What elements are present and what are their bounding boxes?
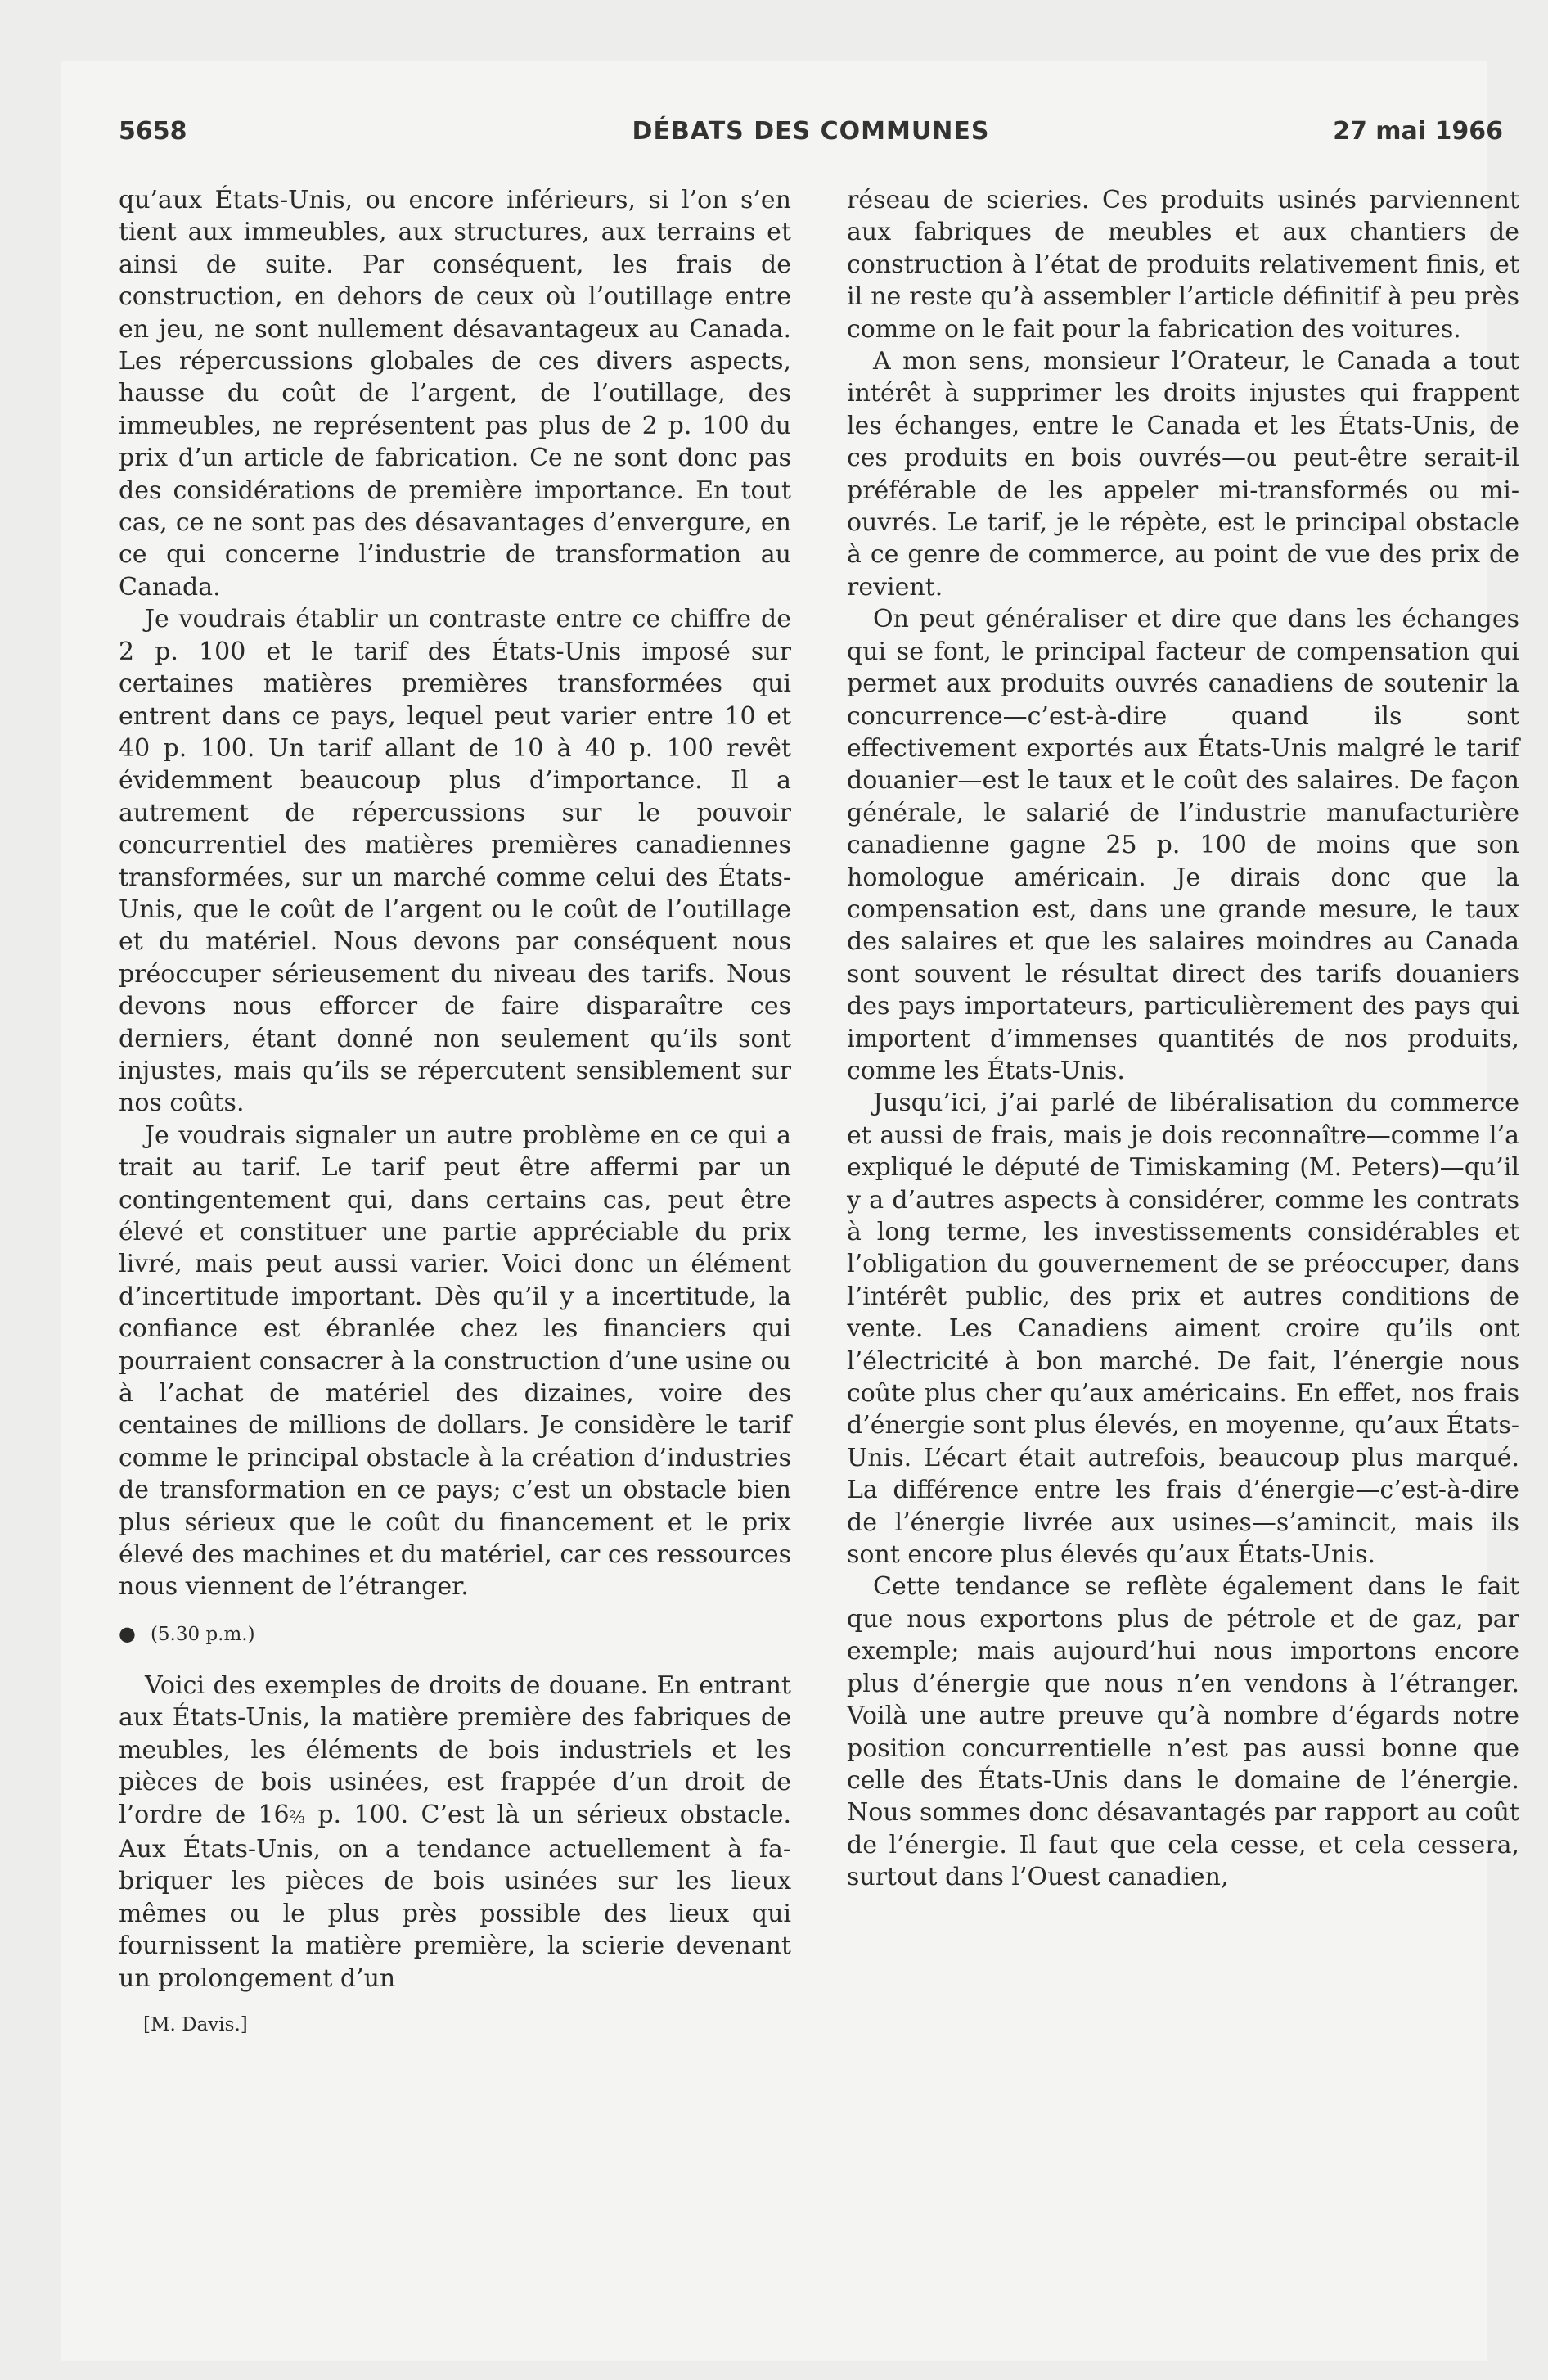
left-column bbox=[119, 184, 791, 2037]
fraction: ⅔ bbox=[289, 1806, 305, 1827]
paragraph-text: Voici des exemples de droits de douane. En entrant aux États-Unis, la matière première des fabriques de meubles, les éléments de bois industriels et les pièces de bois usinées, est frappée d’un droit de l’ordre de 16 bbox=[119, 1670, 791, 1829]
paragraph bbox=[119, 1670, 791, 1995]
paragraph: Je voudrais signaler un autre problème en ce qui a trait au tarif. Le tarif peut être affermi par un contingentement qui, dans certains cas, peut être élevé et constituer une partie appréciable du prix livré, mais peut aussi varier. Voici donc un élément d’incertitude important. Dès qu’il y a incertitude, la confiance est ébranlée chez les financiers qui pourraient consacrer à la construction d’une usine ou à l’achat de matériel des dizaines, voire des centaines de millions de dollars. Je considère le tarif comme le principal obstacle à la création d’industries de transformation en ce pays; c’est un obstacle bien plus sérieux que le coût du financement et le prix élevé des machines et du matériel, car ces ressources nous viennent de l’étranger. bbox=[119, 1120, 791, 1602]
paragraph: Cette tendance se reflète également dans le fait que nous exportons plus de pétrole et de gaz, par exemple; mais aujourd’hui nous importons encore plus d’énergie que nous n’en vendons à l’étranger. Voilà une autre preuve qu’à nombre d’égards notre position concurrentielle n’est pas aussi bonne que celle des États-Unis dans le domaine de l’énergie. Nous sommes donc désavantagés par rapport au coût de l’énergie. Il faut que cela cesse, et cela cessera, surtout dans l’Ouest canadien, bbox=[847, 1572, 1519, 1892]
time-marker bbox=[119, 1621, 791, 1647]
bullet-icon: ● bbox=[119, 1621, 136, 1645]
time-marker-text: (5.30 p.m.) bbox=[150, 1623, 255, 1645]
paragraph: qu’aux États-Unis, ou encore inférieurs, si l’on s’en tient aux immeubles, aux structures, aux terrains et ainsi de suite. Par conséquent, les frais de construction, en dehors de ceux où l’outillage entre en jeu, ne sont nullement désavantageux au Canada. Les répercussions globales de ces divers aspects, hausse du coût de l’argent, de l’outillage, des immeubles, ne représentent pas plus de 2 p. 100 du prix d’un article de fabrication. Ce ne sont donc pas des considérations de première importance. En tout cas, ce ne sont pas des désavantages d’envergure, en ce qui concerne l’industrie de transformation au Canada. bbox=[119, 186, 791, 602]
paragraph: Je voudrais établir un contraste entre ce chiffre de 2 p. 100 et le tarif des États-Unis imposé sur certaines matières premières transformées qui entrent dans ce pays, lequel peut varier entre 10 et 40 p. 100. Un tarif allant de 10 à 40 p. 100 revêt évidemment beaucoup plus d’importance. Il a autrement de répercussions sur le pouvoir concurrentiel des matières premières canadiennes transformées, sur un marché comme celui des États-Unis, que le coût de l’argent ou le coût de l’outillage et du matériel. Nous devons par conséquent nous préoccuper sérieusement du niveau des tarifs. Nous devons nous efforcer de faire disparaître ces derniers, étant donné non seulement qu’ils sont injustes, mais qu’ils se répercutent sensiblement sur nos coûts. bbox=[119, 605, 791, 1118]
speaker-attribution: [M. Davis.] bbox=[143, 2013, 248, 2035]
page-number: 5658 bbox=[119, 117, 187, 146]
document-page bbox=[61, 61, 1519, 2361]
paragraph: réseau de scieries. Ces produits usinés parviennent aux fabriques de meubles et aux chantiers de construction à l’état de produits relativement finis, et il ne reste qu’à assembler l’article définitif à peu près comme on le fait pour la fabrication des voitures. bbox=[847, 186, 1519, 344]
page-header bbox=[119, 117, 1503, 158]
page-date: 27 mai 1966 bbox=[1333, 117, 1503, 146]
publication-title: DÉBATS DES COMMUNES bbox=[632, 117, 990, 146]
paragraph: On peut généraliser et dire que dans les échanges qui se font, le principal facteur de compensation qui permet aux produits ouvrés canadiens de soutenir la concurrence—c’est-à-dire quand ils sont effectivement exportés aux États-Unis malgré le tarif douanier—est le taux et le coût des salaires. De façon générale, le salarié de l’industrie manufacturière canadienne gagne 25 p. 100 de moins que son homologue américain. Je dirais donc que la compensation est, dans une grande mesure, le taux des salaires et que les salaires moindres au Canada sont souvent le résultat direct des tarifs douaniers des pays importateurs, particulièrement des pays qui importent d’immenses quantités de nos produits, comme les États-Unis. bbox=[847, 605, 1519, 1085]
paragraph: Jusqu’ici, j’ai parlé de libéralisation du commerce et aussi de frais, mais je dois reconnaître—comme l’a expliqué le député de Timiskaming (M. Peters)—qu’il y a d’autres aspects à considérer, comme les contrats à long terme, les investissements considérables et l’obligation du gouvernement de se préoccuper, dans l’intérêt public, des prix et autres conditions de vente. Les Canadiens aiment croire qu’ils ont l’électricité à bon marché. De fait, l’énergie nous coûte plus cher qu’aux américains. En effet, nos frais d’énergie sont plus élevés, en moyenne, qu’aux États-Unis. L’écart était autrefois, beaucoup plus marqué. La différence entre les frais d’énergie—c’est-à-dire de l’énergie livrée aux usines—s’amincit, mais ils sont encore plus élevés qu’aux États-Unis. bbox=[847, 1089, 1519, 1570]
paragraph: A mon sens, monsieur l’Orateur, le Canada a tout intérêt à supprimer les droits injustes qui frappent les échanges, entre le Canada et les États-Unis, de ces produits en bois ouvrés—ou peut-être serait-il préférable de les appeler mi-transformés ou mi-ouvrés. Le tarif, je le répète, est le principal obstacle à ce genre de commerce, au point de vue des prix de revient. bbox=[847, 347, 1519, 602]
paragraph-text: p. 100. C’est là un sérieux obstacle. Aux États-Unis, on a tendance actuellement à fabriquer les pièces de bois usinées sur les lieux mêmes ou le plus près possible des lieux qui fournissent la matière première, la scierie devenant un prolongement d’un bbox=[119, 1800, 791, 1993]
right-column bbox=[847, 184, 1519, 1894]
